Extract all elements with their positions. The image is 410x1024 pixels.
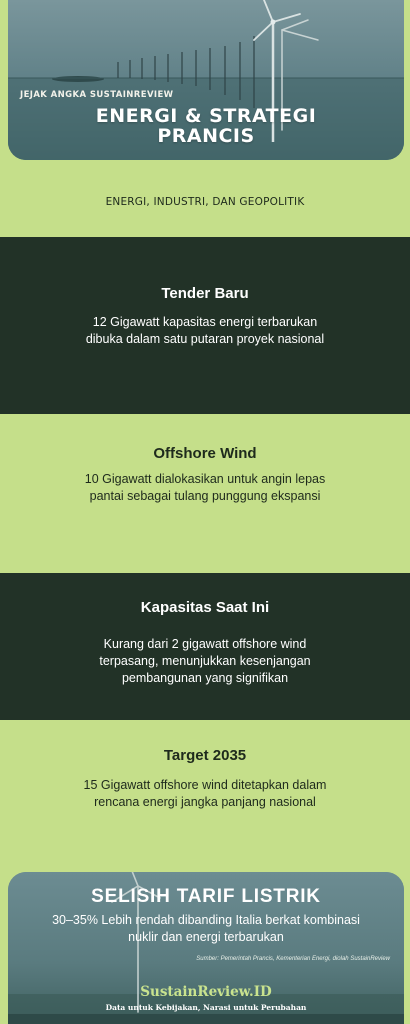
section-text: 10 Gigawatt dialokasikan untuk angin lepas pantai sebagai tulang punggung ekspansi [84,472,326,503]
section-text: Kurang dari 2 gigawatt offshore wind terpasang, menunjukkan kesenjangan pembangunan yang signifikan [99,637,311,685]
page-title-line1: ENERGI & STRATEGI [95,105,317,127]
section-kapasitas-saat-ini [0,573,410,720]
page-title-line2: PRANCIS [157,125,255,147]
section-title: Target 2035 [163,747,247,764]
footer-title: SELISIH TARIF LISTRIK [91,886,321,907]
section-text: 12 Gigawatt kapasitas energi terbarukan dibuka dalam satu putaran proyek nasional [85,315,325,346]
page-title [8,106,404,146]
page-subtitle: ENERGI, INDUSTRI, DAN GEOPOLITIK [105,196,305,208]
section-title: Kapasitas Saat Ini [140,599,270,616]
footer-text: 30–35% Lebih rendah dibanding Italia berkat kombinasi nuklir dan energi terbarukan [52,913,360,944]
source-note: Sumber: Pemerintah Prancis, Kementerian Energi, diolah SustainReview [196,956,390,962]
section-title: Tender Baru [161,285,249,302]
section-tender-baru [0,237,410,414]
section-offshore-wind [0,414,410,573]
section-target-2035 [0,720,410,872]
header-banner [8,0,404,160]
brand-logo-text: SustainReview.ID [140,984,272,1000]
section-title: Offshore Wind [153,445,257,462]
footer-banner [8,872,404,1024]
header-kicker: JEJAK ANGKA SUSTAINREVIEW [20,90,174,100]
brand-tagline: Data untuk Kebijakan, Narasi untuk Perubahan [105,1003,307,1012]
section-text: 15 Gigawatt offshore wind ditetapkan dalam rencana energi jangka panjang nasional [83,778,327,809]
